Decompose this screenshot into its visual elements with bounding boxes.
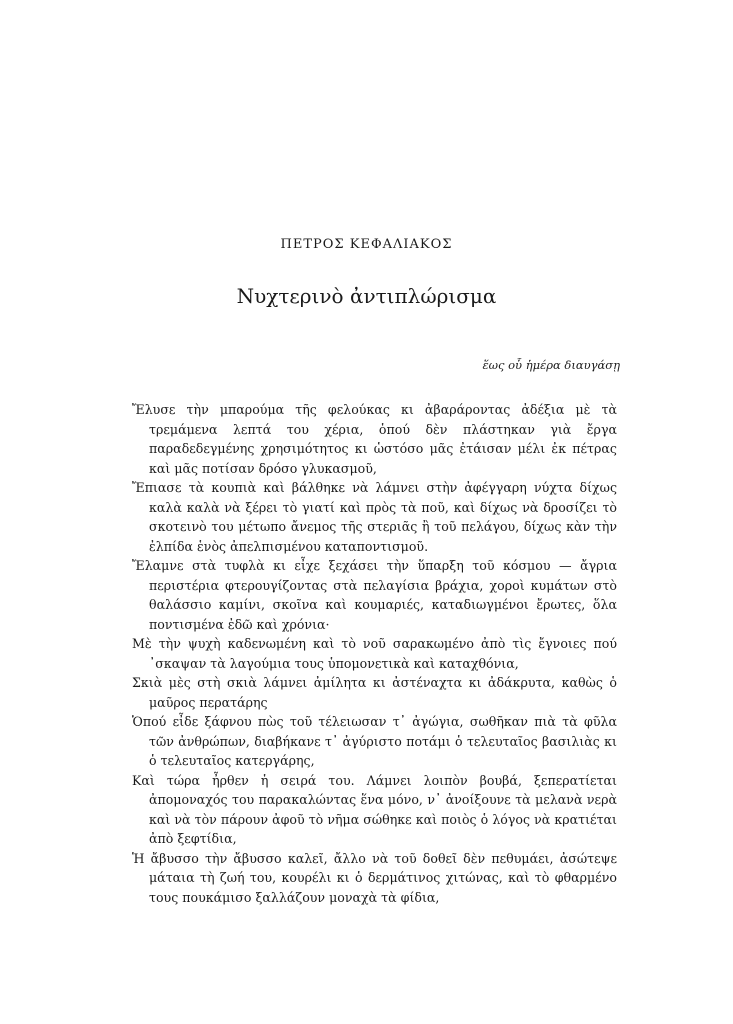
- stanza: Ἡ ἄβυσσο τὴν ἄβυσσο καλεῖ, ἄλλο νὰ τοῦ δοθεῖ δὲν πεθυμάει, ἀσώτεψε μάταια τὴ ζωή του, κουρέλι κι ὁ δερμάτινος χιτώνας, καὶ τὸ φθαρμένο τους πουκάμισο ξαλλάζουν μοναχὰ τὰ φίδια,: [132, 850, 617, 905]
- stanza: Μὲ τὴν ψυχὴ καδενωμένη καὶ τὸ νοῦ σαρακωμένο ἀπὸ τὶς ἔγνοιες πού ᾿σκαψαν τὰ λαγούμια τους ὑπομονετικὰ καὶ καταχθόνια,: [132, 636, 617, 671]
- stanza: Ἔλαμνε στὰ τυφλὰ κι εἶχε ξεχάσει τὴν ὕπαρξη τοῦ κόσμου — ἄγρια περιστέρια φτερουγίζοντας στὰ πελαγίσια βράχια, χοροὶ κυμάτων στὸ θαλάσσιο καμίνι, σκοῖνα καὶ κουμαριές, καταδιωγμένοι ἔρωτες, ὅλα ποντισμένα ἐδῶ καὶ χρόνια·: [132, 558, 617, 632]
- stanza: Ἔλυσε τὴν μπαρούμα τῆς φελούκας κι ἀβαράροντας ἀδέξια μὲ τὰ τρεμάμενα λεπτά του χέρια, ὁπού δὲν πλάστηκαν γιὰ ἔργα παραδεδεγμένης χρησιμότητος κι ὡστόσο μᾶς ἐτάισαν μέλι ἐκ πέτρας καὶ μᾶς ποτίσαν δρόσο γλυκασμοῦ,: [132, 402, 617, 476]
- poem-body: [132, 400, 617, 907]
- stanza: Σκιὰ μὲς στὴ σκιὰ λάμνει ἀμίλητα κι ἀστέναχτα κι ἀδάκρυτα, καθὼς ὁ μαῦρος περατάρης: [132, 675, 617, 710]
- poem-title: Νυχτερινὸ ἀντιπλώρισμα: [236, 284, 497, 308]
- author-name: ΠΕΤΡΟΣ ΚΕΦΑΛΙΑΚΟΣ: [280, 237, 453, 252]
- stanza: Ἔπιασε τὰ κουπιὰ καὶ βάλθηκε νὰ λάμνει στὴν ἀφέγγαρη νύχτα δίχως καλὰ καλὰ νὰ ξέρει τὸ γιατί καὶ πρὸς τὰ ποῦ, καὶ δίχως νὰ δροσίζει τὸ σκοτεινὸ του μέτωπο ἄνεμος τῆς στεριᾶς ἢ τοῦ πελάγου, δίχως κὰν τὴν ἐλπίδα ἑνὸς ἀπελπισμένου καταποντισμοῦ.: [132, 480, 617, 554]
- stanza: Καὶ τώρα ἦρθεν ἡ σειρά του. Λάμνει λοιπὸν βουβά, ξεπερατίεται ἀπομοναχός του παρακαλώντας ἕνα μόνο, ν᾿ ἀνοίξουνε τὰ μελανὰ νερὰ καὶ νὰ τὸν πάρουν ἀφοῦ τὸ νῆμα σώθηκε καὶ ποιὸς ὁ λόγος νὰ κρατιέται ἀπὸ ξεφτίδια,: [132, 772, 617, 846]
- epigraph: ἕως οὗ ἡμέρα διαυγάσῃ: [482, 358, 620, 372]
- stanza: Ὁπού εἶδε ξάφνου πὼς τοῦ τέλειωσαν τ᾿ ἀγώγια, σωθῆκαν πιὰ τὰ φῦλα τῶν ἀνθρώπων, διαβήκανε τ᾿ ἀγύριστο ποτάμι ὁ τελευταῖος βασιλιὰς κι ὁ τελευταῖος κατεργάρης,: [132, 714, 617, 768]
